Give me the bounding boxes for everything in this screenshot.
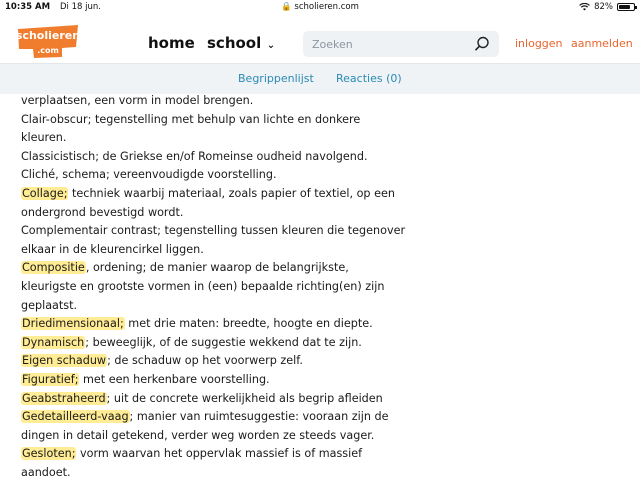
highlighted-term: Dynamisch	[22, 335, 85, 349]
line-text: Classicistisch; de Griekse en/of Romeinse oudheid navolgend.	[21, 149, 368, 163]
chevron-down-icon: ⌄	[263, 40, 276, 51]
tab-begrippenlijst[interactable]: Begrippenlijst	[238, 72, 314, 85]
signup-link[interactable]: aanmelden	[571, 37, 633, 50]
line-text: techniek waarbij materiaal, zoals papier of textiel, op een	[68, 186, 395, 200]
content-line	[21, 111, 421, 130]
line-text: ; manier van ruimtesuggestie: vooraan zijn de	[129, 410, 389, 424]
line-text: , ordening; de manier waarop de belangrijkste,	[85, 261, 349, 275]
content-line	[21, 408, 421, 427]
highlighted-term: Eigen schaduw	[22, 354, 107, 368]
status-bar	[0, 0, 640, 14]
content-line	[21, 185, 421, 204]
content-line	[21, 259, 421, 278]
search-input[interactable]	[303, 31, 463, 57]
highlighted-term: Geabstraheerd	[22, 391, 106, 405]
line-text: vorm waarvan het oppervlak massief is of massief	[76, 447, 363, 461]
svg-text:scholieren: scholieren	[16, 29, 80, 42]
wifi-icon	[579, 3, 590, 11]
glossary-content	[21, 92, 421, 480]
line-text: ondergrond bevestigd wordt.	[21, 205, 184, 219]
line-text: kleuren.	[21, 131, 67, 145]
line-text: met een herkenbare voorstelling.	[79, 372, 270, 386]
scholieren-logo[interactable]	[16, 23, 80, 59]
search-icon[interactable]	[474, 36, 490, 52]
line-text: kleurigste en grootste vormen in (een) bepaalde richting(en) zijn	[21, 279, 385, 293]
battery-icon	[617, 3, 635, 11]
search-box	[303, 31, 499, 57]
highlighted-term: Figuratief;	[22, 372, 79, 386]
line-text: elkaar in de kleurencirkel liggen.	[21, 242, 204, 256]
content-line	[21, 129, 421, 148]
content-line	[21, 204, 421, 223]
content-line	[21, 92, 421, 111]
line-text: aandoet.	[21, 465, 71, 479]
status-date: Di 18 jun.	[60, 2, 101, 12]
line-text: met drie maten: breedte, hoogte en diepte.	[124, 317, 373, 331]
highlighted-term: Compositie	[22, 261, 85, 275]
content-line	[21, 222, 421, 241]
svg-text:.com: .com	[37, 46, 59, 55]
content-line	[21, 464, 421, 480]
content-line	[21, 390, 421, 409]
line-text: ; uit de concrete werkelijkheid als begrip afleiden	[106, 391, 383, 405]
content-line	[21, 427, 421, 446]
content-line	[21, 445, 421, 464]
highlighted-term: Driedimensionaal;	[22, 317, 124, 331]
line-text: geplaatst.	[21, 298, 78, 312]
content-line	[21, 352, 421, 371]
highlighted-term: Collage;	[22, 186, 68, 200]
address-url[interactable]: 🔒 scholieren.com	[281, 2, 359, 12]
tab-reacties[interactable]: Reacties (0)	[336, 72, 402, 85]
site-header	[0, 14, 640, 64]
line-text: dingen in detail getekend, verder weg worden ze steeds vager.	[21, 428, 375, 442]
status-right	[579, 2, 635, 12]
login-link[interactable]: inloggen	[515, 37, 563, 50]
nav-school-label: school	[207, 34, 262, 52]
content-line	[21, 148, 421, 167]
content-line	[21, 241, 421, 260]
line-text: Clair-obscur; tegenstelling met behulp van lichte en donkere	[21, 112, 361, 126]
line-text: Complementair contrast; tegenstelling tussen kleuren die tegenover	[21, 224, 406, 238]
status-time: 10:35 AM	[5, 2, 51, 12]
content-line	[21, 278, 421, 297]
highlighted-term: Gesloten;	[22, 447, 76, 461]
content-line	[21, 297, 421, 316]
content-line	[21, 315, 421, 334]
content-line	[21, 371, 421, 390]
sub-navigation	[0, 64, 640, 94]
content-line	[21, 334, 421, 353]
battery-percent: 82%	[594, 2, 613, 12]
line-text: verplaatsen, een vorm in model brengen.	[21, 94, 254, 107]
line-text: Cliché, schema; vereenvoudigde voorstelling.	[21, 168, 277, 182]
line-text: ; beweeglijk, of de suggestie wekkend dat te zijn.	[85, 335, 362, 349]
line-text: ; de schaduw op het voorwerp zelf.	[107, 354, 303, 368]
nav-home[interactable]: home	[148, 34, 195, 52]
highlighted-term: Gedetailleerd-vaag	[22, 410, 129, 424]
content-line	[21, 166, 421, 185]
nav-school[interactable]	[207, 34, 275, 52]
